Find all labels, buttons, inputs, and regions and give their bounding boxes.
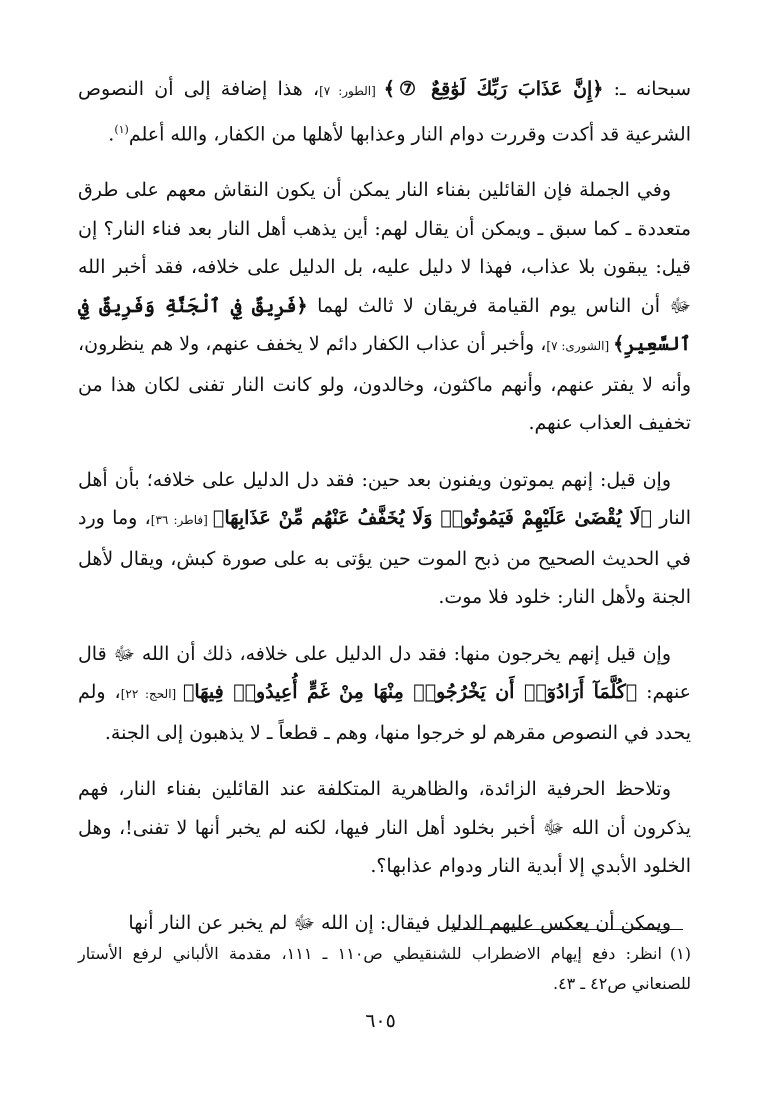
text-segment: وتلاحظ الحرفية الزائدة، والظاهرية المتكلفة عند القائلين بفناء النار، فهم يذكرون أن الله ﷻ أخبر بخلود أهل النار فيها، لكنه لم يخبر أنها لا تفنى!، وهل الخلود الأبدي إلا أبدية النار ودوام عذابها؟. xyxy=(78,778,691,878)
quran-verse: ﴿لَا يُقْضَىٰ عَلَيْهِمْ فَيَمُوتُوا۟ وَلَا يُخَفَّفُ عَنْهُم مِّنْ عَذَابِهَا﴾ xyxy=(212,507,652,530)
text-segment: ويمكن أن يعكس عليهم الدليل فيقال: إن الله ﷻ لم يخبر عن النار أنها xyxy=(128,911,671,934)
quran-verse: ﴿كُلَّمَآ أَرَادُوٓا۟ أَن يَخْرُجُوا۟ مِنْهَا مِنْ غَمٍّ أُعِيدُوا۟ فِيهَا﴾ xyxy=(182,681,638,704)
main-text xyxy=(78,70,691,960)
text-segment: وفي الجملة فإن القائلين بفناء النار يمكن أن يكون النقاش معهم على طرق متعددة ـ كما سبق ـ ويمكن أن يقال لهم: أين يذهب أهل النار بعد فناء النار؟ إن قيل: يبقون بلا عذاب، فهذا لا دليل عليه، بل الدليل على خلافه، فقد أخبر الله ﷻ أن الناس يوم القيامة فريقان لا ثالث لهما xyxy=(78,179,692,317)
paragraph xyxy=(78,770,691,886)
quran-verse: ﴿إِنَّ عَذَابَ رَبِّكَ لَوَٰقِعٌ ⑦﴾ xyxy=(383,78,604,100)
verse-reference: [الطور: ٧] xyxy=(319,84,384,98)
verse-reference: [الحج: ٢٢] xyxy=(120,687,183,702)
text-segment: ، وما ورد في الحديث الصحيح من ذبح الموت حين يؤتى به على صورة كبش، ويقال لأهل الجنة ولأهل النار: خلود فلا موت. xyxy=(78,507,691,609)
text-segment: ، هذا إضافة إلى أن النصوص الشرعية قد أكدت وقررت دوام النار وعذابها لأهلها من الكفار، والله أعلم xyxy=(78,78,691,145)
footnote xyxy=(78,939,691,999)
page-number: ٦٠٥ xyxy=(365,1010,396,1032)
footnote-text: انظر: دفع إيهام الاضطراب للشنقيطي ص١١٠ ـ ١١١، مقدمة الألباني لرفع الأستار للصنعاني ص٤٢ ـ ٤٣. xyxy=(78,944,691,993)
verse-reference: [فاطر: ٣٦] xyxy=(150,513,213,528)
paragraph xyxy=(78,70,691,153)
quran-verse: ﴿فَرِيقٌ فِي ٱلْجَنَّةِ وَفَرِيقٌ فِي ٱلسَّعِيرِ﴾ xyxy=(78,294,691,356)
text-segment: . xyxy=(108,122,115,145)
footnote-marker: (١) xyxy=(114,122,129,136)
paragraph xyxy=(78,171,691,443)
text-segment: سبحانه ـ: xyxy=(603,78,692,100)
paragraph xyxy=(78,461,691,617)
paragraph xyxy=(78,635,691,753)
footnote-separator xyxy=(453,929,683,930)
text-segment: وإن قيل: إنهم يموتون ويفنون بعد حين: فقد دل الدليل على خلافه؛ بأن أهل النار xyxy=(78,468,691,530)
text-segment: ، ولم يحدد في النصوص مقرهم لو خرجوا منها، وهم ـ قطعاً ـ لا يذهبون إلى الجنة. xyxy=(78,681,691,744)
footnote-number: (١) xyxy=(669,944,691,963)
text-segment: ، وأخبر أن عذاب الكفار دائم لا يخفف عنهم، ولا هم ينظرون، وأنه لا يفتر عنهم، وأنهم ماكثون، وخالدون، ولو كانت النار تفنى لكان هذا من تخفيف العذاب عنهم. xyxy=(78,333,691,435)
text-segment: وإن قيل إنهم يخرجون منها: فقد دل الدليل على خلافه، ذلك أن الله ﷻ قال عنهم: xyxy=(78,642,692,704)
verse-reference: [الشورى: ٧] xyxy=(546,339,614,354)
paragraph xyxy=(78,904,691,943)
